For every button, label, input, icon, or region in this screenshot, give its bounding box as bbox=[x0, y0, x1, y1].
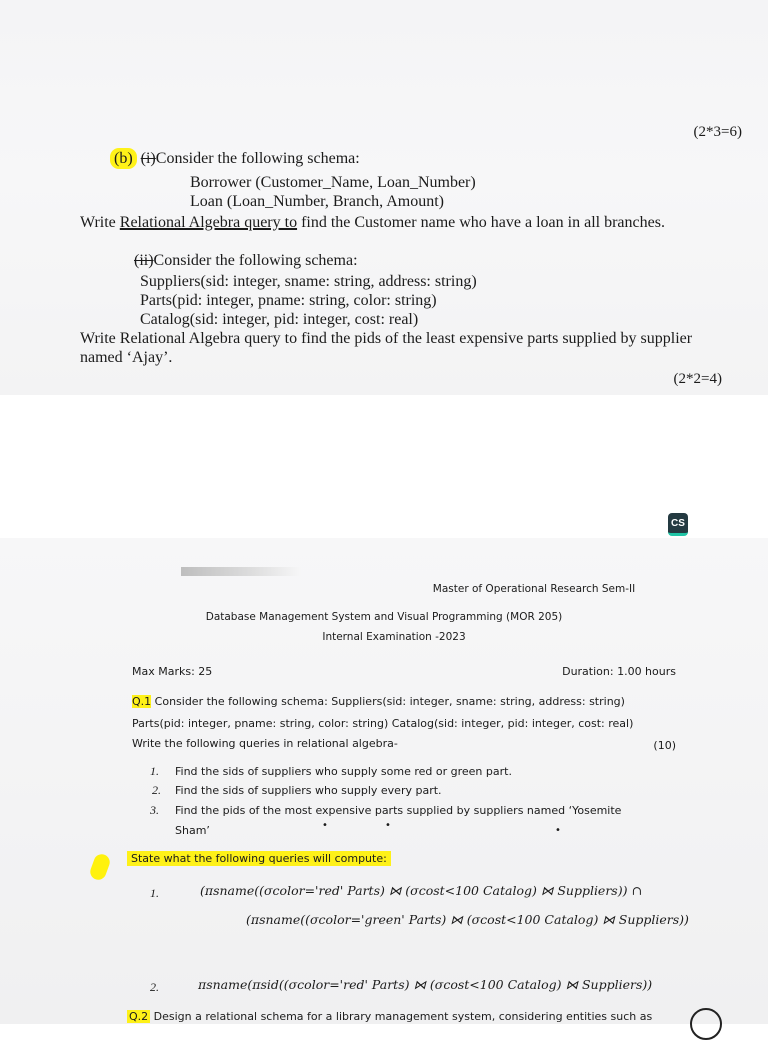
exam-header-course: Database Management System and Visual Programming (MOR 205) bbox=[205, 611, 563, 623]
q1-item-3-cont: Sham’ bbox=[175, 824, 210, 837]
q1-item-1: Find the sids of suppliers who supply some red or green part. bbox=[175, 765, 512, 778]
schema-intro-ii: Consider the following schema: bbox=[153, 252, 358, 269]
scan-dot: • bbox=[555, 825, 561, 836]
top-exam-page bbox=[0, 0, 768, 395]
question-b-end: find the Customer name who have a loan in all branches. bbox=[297, 214, 665, 231]
scan-dot: • bbox=[322, 820, 328, 831]
q1-item-3-num: 3. bbox=[150, 803, 159, 817]
q1-line3: Write the following queries in relational algebra- bbox=[132, 737, 398, 750]
marks-ii: (2*2=4) bbox=[673, 371, 722, 387]
borrower-schema: Borrower (Customer_Name, Loan_Number) bbox=[190, 174, 476, 191]
query-1-line2: (πsname((σcolor='green' Parts) ⋈ (σcost<100 Catalog) ⋈ Suppliers)) bbox=[246, 912, 689, 927]
marks-b: (2*3=6) bbox=[693, 124, 742, 140]
camscanner-logo-icon: CS bbox=[668, 513, 688, 536]
question-b-underlined: Relational Algebra query to bbox=[119, 214, 298, 231]
exam-header-title: Internal Examination -2023 bbox=[322, 631, 466, 643]
query-2-num: 2. bbox=[150, 980, 159, 994]
duration: Duration: 1.00 hours bbox=[562, 665, 676, 678]
exam-header-program: Master of Operational Research Sem-II bbox=[432, 583, 636, 595]
q2-line bbox=[127, 1010, 652, 1023]
query-2-line1: πsname(πsid((σcolor='red' Parts) ⋈ (σcost<100 Catalog) ⋈ Suppliers)) bbox=[198, 977, 653, 992]
q1-label: Q.1 bbox=[132, 695, 152, 708]
sub-ii-label: (ii) bbox=[134, 252, 154, 269]
q1-line1-text: Consider the following schema: Suppliers(sid: integer, sname: string, address: string) bbox=[151, 695, 625, 708]
question-ii-line1: Write Relational Algebra query to find the pids of the least expensive parts supplied by supplier bbox=[80, 330, 693, 347]
highlight-mark bbox=[88, 852, 112, 882]
query-1-num: 1. bbox=[150, 886, 159, 900]
q2-text: Design a relational schema for a library management system, considering entities such as bbox=[150, 1010, 653, 1023]
margin-circle-mark bbox=[690, 1008, 722, 1040]
parts-schema: Parts(pid: integer, pname: string, color: string) bbox=[140, 292, 437, 309]
state-heading: State what the following queries will compute: bbox=[127, 851, 391, 866]
scan-dot: • bbox=[385, 820, 391, 831]
q1-line1 bbox=[132, 695, 625, 708]
loan-schema: Loan (Loan_Number, Branch, Amount) bbox=[190, 193, 444, 210]
q1-item-2: Find the sids of suppliers who supply every part. bbox=[175, 784, 442, 797]
catalog-schema: Catalog(sid: integer, pid: integer, cost: real) bbox=[140, 311, 419, 328]
question-ii-intro bbox=[134, 252, 358, 270]
suppliers-schema: Suppliers(sid: integer, sname: string, address: string) bbox=[140, 273, 477, 290]
question-ii-line2: named ‘Ajay’. bbox=[80, 349, 173, 366]
bottom-exam-page bbox=[0, 538, 768, 1024]
question-b-text bbox=[80, 214, 665, 232]
part-b-label: (b) bbox=[110, 148, 137, 169]
schema-intro-b: Consider the following schema: bbox=[155, 150, 360, 167]
sub-i-label: (i) bbox=[140, 150, 156, 167]
q2-label: Q.2 bbox=[129, 1010, 149, 1023]
q1-line2: Parts(pid: integer, pname: string, color: string) Catalog(sid: integer, pid: integer, cost: real) bbox=[132, 717, 634, 730]
scan-smudge bbox=[181, 567, 301, 576]
q1-item-3: Find the pids of the most expensive parts supplied by suppliers named ‘Yosemite bbox=[175, 804, 622, 817]
q1-item-1-num: 1. bbox=[150, 764, 159, 778]
question-b-start: Write bbox=[80, 214, 120, 231]
query-1-line1: (πsname((σcolor='red' Parts) ⋈ (σcost<100 Catalog) ⋈ Suppliers)) ∩ bbox=[200, 883, 642, 898]
question-b-intro bbox=[110, 150, 360, 168]
max-marks: Max Marks: 25 bbox=[132, 665, 213, 678]
q1-marks: (10) bbox=[653, 739, 676, 752]
q1-item-2-num: 2. bbox=[152, 783, 161, 797]
